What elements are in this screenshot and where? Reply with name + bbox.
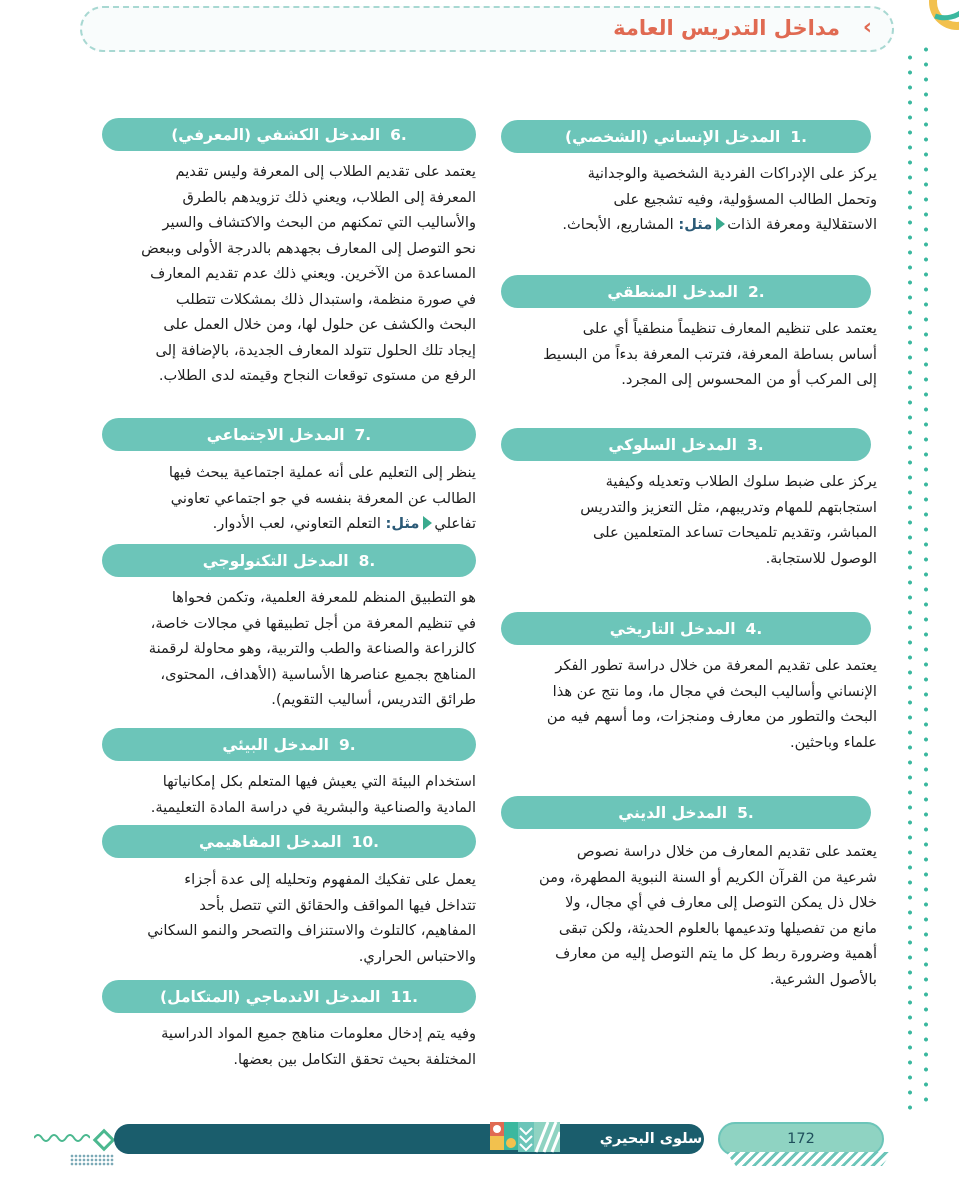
- section-heading: [501, 428, 871, 461]
- dots-decoration: [70, 1154, 114, 1166]
- text-line: المعرفة إلى الطلاب، ويعني ذلك تزويدهم بالطرق: [182, 188, 476, 206]
- example-label: مثل:: [678, 216, 713, 233]
- section-title: المدخل الديني: [618, 803, 728, 822]
- section-title: المدخل الاجتماعي: [206, 425, 345, 444]
- section-body: [499, 316, 877, 393]
- section-number: 8.: [358, 551, 376, 570]
- section-heading: [102, 980, 476, 1013]
- section-heading: [102, 544, 476, 577]
- text-line: المفاهيم، كالتلوث والاستنزاف والتصحر والنمو السكاني: [147, 922, 476, 939]
- text-line: والأساليب التي تمكنهم من البحث والاكتشاف والسير: [162, 214, 476, 231]
- page-footer: [0, 1118, 959, 1200]
- section-title: المدخل التاريخي: [609, 619, 736, 638]
- text-line: هو التطبيق المنظم للمعرفة العلمية، وتكمن فحواها: [171, 589, 476, 606]
- example-text: المشاريع، الأبحاث.: [562, 216, 674, 233]
- text-line: إلى المركب أو من المحسوس إلى المجرد.: [621, 371, 877, 388]
- section-body: [101, 585, 476, 713]
- text-line: وتحمل الطالب المسؤولية، وفيه تشجيع على: [613, 190, 877, 208]
- example-text: التعلم التعاوني، لعب الأدوار.: [212, 515, 381, 532]
- section-number: 3.: [746, 435, 764, 454]
- section-number: 5.: [737, 803, 754, 822]
- section-title: المدخل السلوكي: [608, 435, 737, 454]
- text-line: يعتمد على تنظيم المعارف تنظيماً منطقياً أي على: [582, 320, 877, 337]
- section-title: المدخل الإنساني (الشخصي): [565, 127, 781, 146]
- author-name: سلوى البحيري: [599, 1131, 703, 1147]
- section-body: [101, 460, 476, 537]
- section-heading: [102, 118, 476, 151]
- dotted-border-decoration: [908, 50, 912, 1115]
- section-heading: [501, 275, 871, 308]
- text-line: الرفع من مستوى توقعات النجاح وقيمته لدى الطلاب.: [158, 367, 476, 384]
- dotted-border-decoration: [924, 42, 928, 1107]
- text-line: في تنظيم المعرفة من أجل تطبيقها في مجالات خاصة،: [150, 614, 476, 632]
- text-line: يعتمد على تقديم الطلاب إلى المعرفة وليس تقديم: [175, 163, 476, 180]
- text-line: المباشر، وتقديم تلميحات تساعد المتعلمين على: [592, 524, 877, 541]
- section-heading: [501, 796, 871, 829]
- text-line: استخدام البيئة التي يعيش فيها المتعلم بكل إمكانياتها: [162, 773, 476, 790]
- section-heading: [102, 728, 476, 761]
- text-line: شرعية من القرآن الكريم أو السنة النبوية المطهرة، ومن: [539, 868, 877, 886]
- section-heading: [102, 825, 476, 858]
- section-number: 2.: [748, 282, 765, 301]
- section-number: 10.: [351, 832, 379, 851]
- section-body: [101, 159, 476, 389]
- section-number: 9.: [339, 735, 356, 754]
- text-fragment: الاستقلالية ومعرفة الذات: [727, 216, 877, 233]
- text-line: يعتمد على تقديم المعرفة من خلال دراسة تطور الفكر: [555, 657, 877, 674]
- pattern-decoration-icon: [490, 1122, 560, 1156]
- chevron-left-icon: ›: [862, 15, 872, 40]
- text-fragment: تفاعلي: [434, 515, 476, 532]
- section-number: 1.: [790, 127, 807, 146]
- section-number: 6.: [390, 125, 407, 144]
- text-line: يركز على الإدراكات الفردية الشخصية والوجدانية: [587, 165, 877, 182]
- section-number: 11.: [390, 987, 418, 1006]
- text-line-with-example: [101, 511, 476, 537]
- section-heading: [501, 120, 871, 153]
- section-body: [499, 469, 877, 571]
- text-line: في صورة منظمة، واستبدال ذلك بمشكلات تتطلب: [175, 290, 476, 308]
- section-body: [499, 161, 877, 238]
- text-line: البحث والتطور من معارف ومنجزات، وما أسهم فيه من: [546, 708, 877, 725]
- text-line: المختلفة بحيث تحقق التكامل بين بعضها.: [233, 1050, 476, 1068]
- wave-decoration-icon: [34, 1130, 90, 1146]
- section-heading: [501, 612, 871, 645]
- text-line: البحث والكشف عن حلول لها، ومن خلال العمل على: [163, 316, 476, 333]
- text-line: الطالب عن المعرفة بنفسه في جو اجتماعي تعاوني: [170, 489, 476, 507]
- section-body: [101, 867, 476, 969]
- corner-decoration-icon: [927, 0, 959, 32]
- text-line: أهمية وضرورة ربط كل ما يتم التوصل إليه من معارف: [555, 945, 877, 962]
- page-number: 172: [787, 1131, 815, 1147]
- section-title: المدخل الاندماجي (المتكامل): [160, 987, 381, 1006]
- text-line: يعمل على تفكيك المفهوم وتحليله إلى عدة أجزاء: [184, 871, 476, 888]
- section-body: [499, 653, 877, 755]
- section-number: 4.: [745, 619, 763, 638]
- text-line: استجابتهم للمهام وتدريبهم، مثل التعزيز والتدريس: [580, 498, 877, 516]
- text-line: أساس بساطة المعرفة، فترتب المعرفة بدءاً من البسيط: [543, 345, 877, 363]
- text-line: يعتمد على تقديم المعارف من خلال دراسة نصوص: [576, 843, 877, 860]
- section-number: 7.: [354, 425, 372, 444]
- text-line: مانع من تفصيلها وتدعيمها بالعلوم الحديثة، ولكن تبقى: [558, 919, 877, 937]
- text-line: إيجاد تلك الحلول تتولد المعارف الجديدة، بالإضافة إلى: [155, 341, 476, 359]
- text-line-with-example: [499, 212, 877, 238]
- text-line: تتداخل فيها المواقف والحقائق التي تتصل بأحد: [199, 896, 476, 914]
- text-line: كالزراعة والصناعة والطب والتربية، وهو محاولة لرقمنة: [148, 640, 476, 657]
- text-line: بالأصول الشرعية.: [769, 970, 877, 988]
- text-line: الإنساني وأساليب البحث في مجال ما، وما نتج عن هذا: [552, 682, 877, 700]
- section-title: المدخل البيئي: [222, 735, 329, 754]
- section-body: [499, 839, 877, 992]
- page-number-box: [718, 1122, 884, 1156]
- section-title: المدخل المفاهيمي: [199, 832, 342, 851]
- text-line: خلال ذل يمكن التوصل إلى معارف في أي مجال، ولا: [565, 894, 877, 911]
- text-line: وفيه يتم إدخال معلومات مناهج جميع المواد الدراسية: [161, 1025, 476, 1042]
- page-title: مداخل التدريس العامة: [613, 16, 840, 40]
- text-line: المساعدة من الآخرين. ويعني ذلك عدم تقديم المعارف: [150, 265, 476, 282]
- text-line: طرائق التدريس، أساليب التقويم).: [271, 691, 476, 708]
- stripes-decoration: [726, 1152, 892, 1166]
- section-title: المدخل الكشفي (المعرفي): [171, 125, 381, 144]
- section-body: [101, 769, 476, 820]
- section-heading: [102, 418, 476, 451]
- section-body: [101, 1021, 476, 1072]
- triangle-bullet-icon: [716, 217, 725, 231]
- text-line: يركز على ضبط سلوك الطلاب وتعديله وكيفية: [605, 473, 877, 490]
- page-header: [80, 6, 894, 52]
- text-line: الوصول للاستجابة.: [765, 549, 877, 567]
- text-line: ينظر إلى التعليم على أنه عملية اجتماعية يبحث فيها: [168, 464, 476, 481]
- example-label: مثل:: [385, 515, 420, 532]
- text-line: والاحتباس الحراري.: [358, 947, 476, 965]
- text-line: المناهج بجميع عناصرها الأساسية (الأهداف، المحتوى،: [160, 665, 476, 683]
- section-title: المدخل المنطقي: [607, 282, 738, 301]
- text-line: نحو التوصل إلى المعارف بجهدهم بالدرجة الأولى وببعض: [141, 239, 476, 257]
- section-title: المدخل التكنولوجي: [202, 551, 349, 570]
- text-line: علماء وباحثين.: [789, 733, 877, 751]
- diamond-decoration-icon: [93, 1129, 116, 1152]
- text-line: المادية والصناعية والبشرية في دراسة المادة التعليمية.: [150, 798, 476, 816]
- triangle-bullet-icon: [423, 516, 432, 530]
